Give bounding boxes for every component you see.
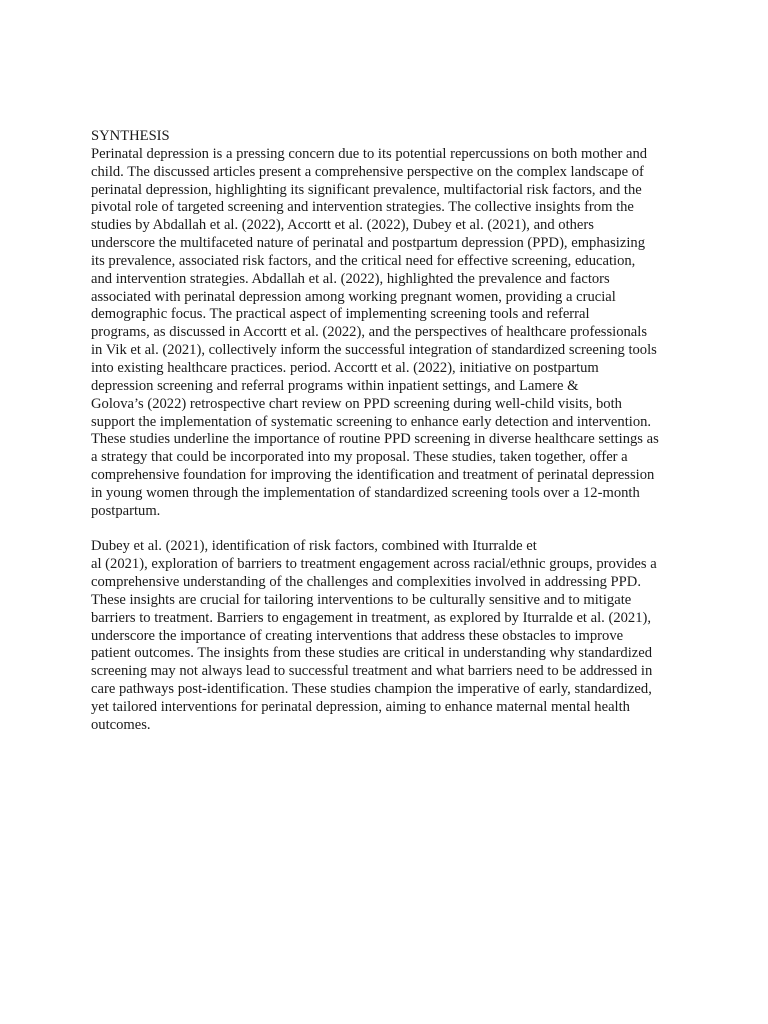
paragraph-gap [91,521,681,539]
document-body [91,128,681,735]
paragraph-line: demographic focus. The practical aspect of implementing screening tools and referral [91,306,590,323]
paragraph-line: depression screening and referral programs within inpatient settings, and Lamere & [91,377,579,394]
paragraph-line: yet tailored interventions for perinatal depression, aiming to enhance maternal mental health [91,699,630,715]
paragraph-line: a strategy that could be incorporated into my proposal. These studies, taken together, offer a [91,449,628,466]
paragraph-line: al (2021), exploration of barriers to treatment engagement across racial/ethnic groups, provides a [91,556,657,573]
paragraph-line: underscore the multifaceted nature of perinatal and postpartum depression (PPD), emphasizing [91,235,645,252]
paragraph-2 [91,538,681,734]
paragraph-line: in young women through the implementation of standardized screening tools over a 12-month [91,484,640,501]
paragraph-line: underscore the importance of creating interventions that address these obstacles to improve [91,627,624,644]
section-heading: SYNTHESIS [91,128,170,144]
paragraph-line: studies by Abdallah et al. (2022), Accortt et al. (2022), Dubey et al. (2021), and others [91,217,594,234]
paragraph-line: comprehensive foundation for improving the identification and treatment of perinatal depression [91,467,655,484]
paragraph-line: child. The discussed articles present a comprehensive perspective on the complex landscape of [91,163,644,180]
paragraph-line: care pathways post-identification. These studies champion the imperative of early, standardized, [91,681,652,698]
paragraph-line: into existing healthcare practices. period. Accortt et al. (2022), initiative on postpartum [91,359,599,376]
paragraph-line: programs, as discussed in Accortt et al. (2022), and the perspectives of healthcare professionals [91,324,648,341]
paragraph-line: support the implementation of systematic screening to enhance early detection and intervention. [91,413,652,430]
paragraph-line: These insights are crucial for tailoring interventions to be culturally sensitive and to mitigate [91,591,632,608]
paragraph-line: its prevalence, associated risk factors, and the critical need for effective screening, education, [91,252,636,269]
paragraph-line: and intervention strategies. Abdallah et al. (2022), highlighted the prevalence and factors [91,270,610,287]
paragraph-line: associated with perinatal depression among working pregnant women, providing a crucial [91,288,616,305]
paragraph-line: postpartum. [91,502,161,519]
paragraph-line: Perinatal depression is a pressing concern due to its potential repercussions on both mother and [91,145,648,162]
paragraph-line: perinatal depression, highlighting its significant prevalence, multifactorial risk factors, and the [91,181,642,198]
paragraph-line: Dubey et al. (2021), identification of risk factors, combined with Iturralde et [91,538,537,555]
paragraph-line: comprehensive understanding of the challenges and complexities involved in addressing PPD. [91,574,641,591]
paragraph-line: pivotal role of targeted screening and intervention strategies. The collective insights from the [91,199,634,216]
paragraph-line: These studies underline the importance of routine PPD screening in diverse healthcare settings as [91,431,659,448]
paragraph-line: outcomes. [91,716,151,733]
paragraph-line: barriers to treatment. Barriers to engagement in treatment, as explored by Iturralde et al. (2021), [91,609,652,626]
paragraph-line: patient outcomes. The insights from these studies are critical in understanding why standardized [91,645,653,662]
paragraph-1 [91,146,681,521]
paragraph-line: screening may not always lead to successful treatment and what barriers need to be addressed in [91,663,653,680]
paragraph-line: in Vik et al. (2021), collectively inform the successful integration of standardized screening tools [91,342,657,359]
paragraph-line: Golova’s (2022) retrospective chart review on PPD screening during well-child visits, both [91,395,622,412]
